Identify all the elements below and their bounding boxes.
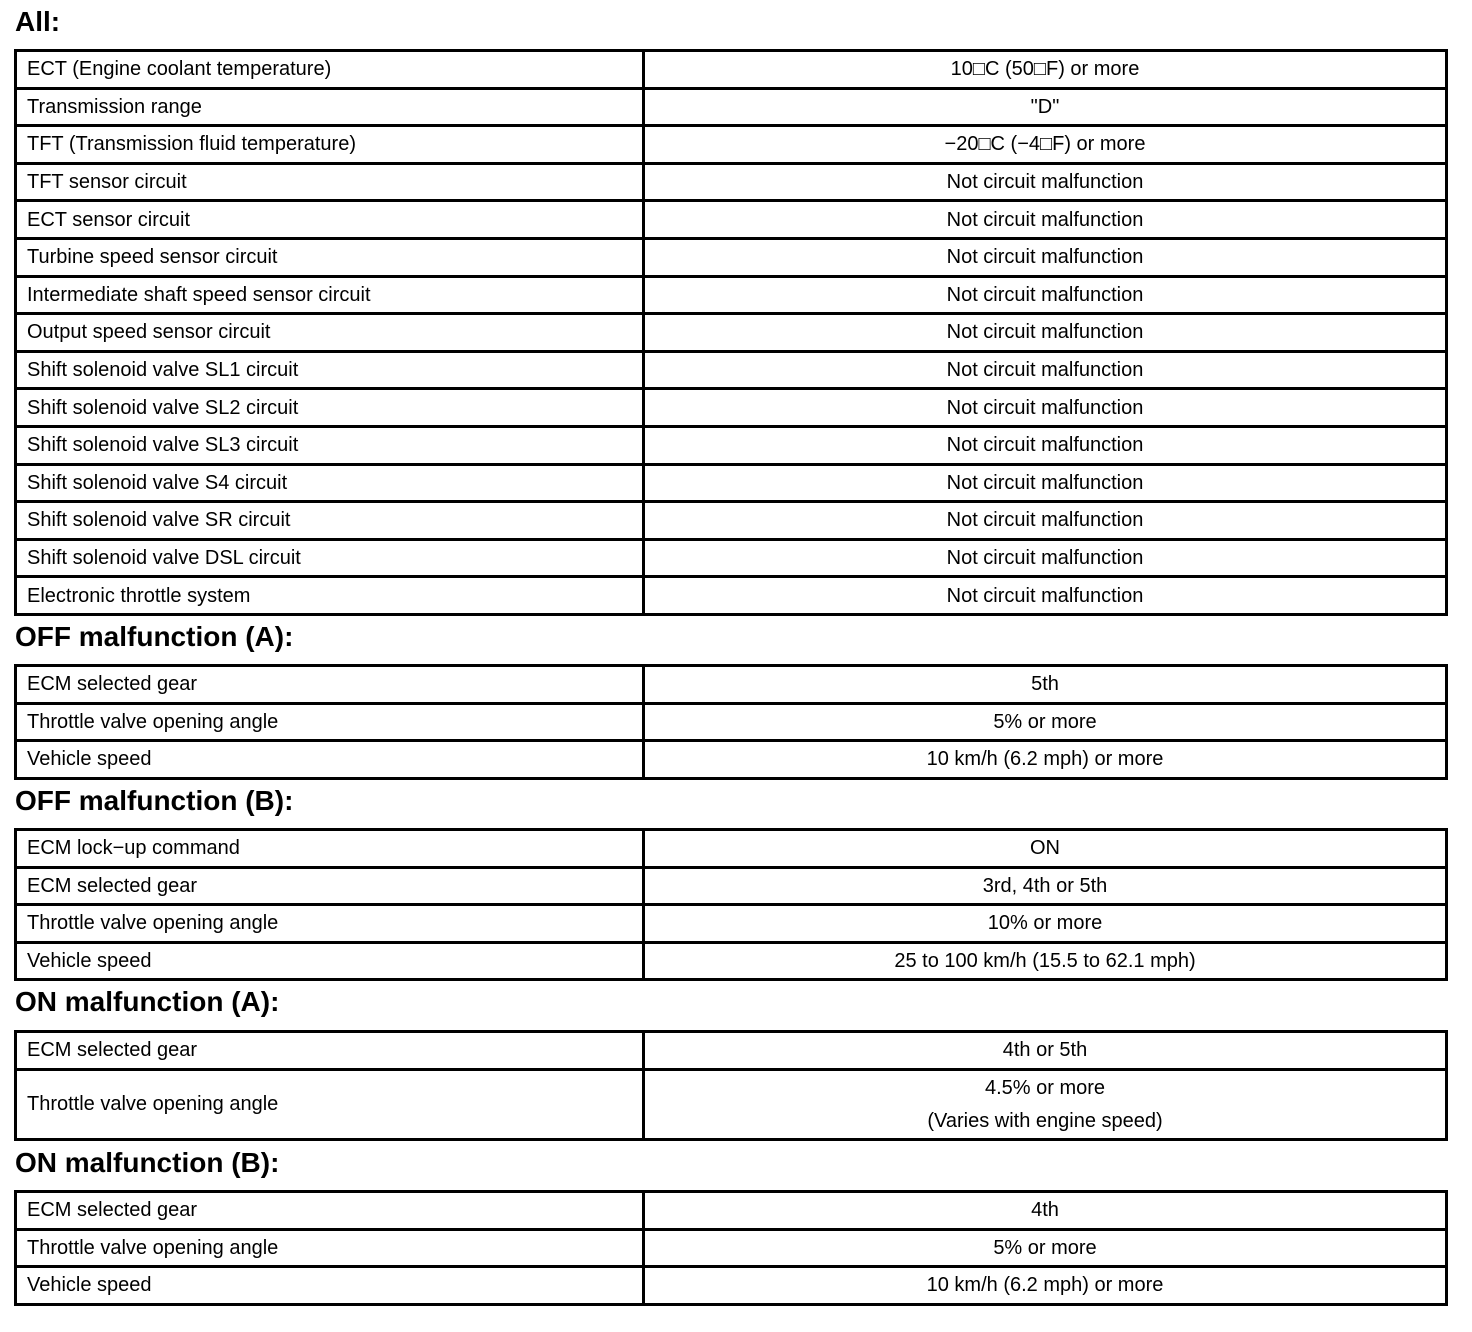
parameter-cell: Electronic throttle system bbox=[16, 577, 644, 615]
value-cell: 25 to 100 km/h (15.5 to 62.1 mph) bbox=[644, 942, 1447, 980]
parameter-cell: Shift solenoid valve SL2 circuit bbox=[16, 389, 644, 427]
parameter-cell: ECT sensor circuit bbox=[16, 201, 644, 239]
table-row bbox=[16, 88, 1447, 126]
parameter-cell: Vehicle speed bbox=[16, 1267, 644, 1305]
table-row bbox=[16, 577, 1447, 615]
value-cell: Not circuit malfunction bbox=[644, 502, 1447, 540]
value-cell: 4th bbox=[644, 1192, 1447, 1230]
parameter-cell: ECM selected gear bbox=[16, 1032, 644, 1070]
table-row bbox=[16, 126, 1447, 164]
parameter-cell: Shift solenoid valve SL1 circuit bbox=[16, 351, 644, 389]
section-heading-off-malfunction-b: OFF malfunction (B): bbox=[15, 785, 294, 816]
value-cell: Not circuit malfunction bbox=[644, 276, 1447, 314]
section-heading-on-malfunction-a: ON malfunction (A): bbox=[15, 986, 280, 1017]
value-cell: 10 km/h (6.2 mph) or more bbox=[644, 1267, 1447, 1305]
table-row bbox=[16, 539, 1447, 577]
conditions-table-off-malfunction-b bbox=[14, 828, 1448, 981]
parameter-cell: Throttle valve opening angle bbox=[16, 1229, 644, 1267]
table-row bbox=[16, 741, 1447, 779]
value-cell: 10% or more bbox=[644, 905, 1447, 943]
table-row bbox=[16, 51, 1447, 89]
value-cell: Not circuit malfunction bbox=[644, 464, 1447, 502]
parameter-cell: Intermediate shaft speed sensor circuit bbox=[16, 276, 644, 314]
value-note: (Varies with engine speed) bbox=[927, 1109, 1163, 1132]
parameter-cell: ECM selected gear bbox=[16, 666, 644, 704]
value-cell: Not circuit malfunction bbox=[644, 238, 1447, 276]
parameter-cell: Throttle valve opening angle bbox=[16, 1069, 644, 1139]
table-row bbox=[16, 276, 1447, 314]
value-cell: Not circuit malfunction bbox=[644, 539, 1447, 577]
value-cell bbox=[644, 1069, 1447, 1139]
parameter-cell: Shift solenoid valve S4 circuit bbox=[16, 464, 644, 502]
parameter-cell: Throttle valve opening angle bbox=[16, 905, 644, 943]
table-row bbox=[16, 314, 1447, 352]
parameter-cell: Shift solenoid valve SL3 circuit bbox=[16, 426, 644, 464]
parameter-cell: Vehicle speed bbox=[16, 942, 644, 980]
table-row bbox=[16, 426, 1447, 464]
section-heading-on-malfunction-b: ON malfunction (B): bbox=[15, 1147, 280, 1178]
conditions-table-off-malfunction-a bbox=[14, 664, 1448, 780]
value-cell: 3rd, 4th or 5th bbox=[644, 867, 1447, 905]
table-row bbox=[16, 163, 1447, 201]
table-row bbox=[16, 351, 1447, 389]
section-heading-off-malfunction-a: OFF malfunction (A): bbox=[15, 621, 294, 652]
parameter-cell: TFT (Transmission fluid temperature) bbox=[16, 126, 644, 164]
parameter-cell: Transmission range bbox=[16, 88, 644, 126]
value-cell: 10□C (50□F) or more bbox=[644, 51, 1447, 89]
conditions-table-on-malfunction-a bbox=[14, 1030, 1448, 1141]
value-cell: "D" bbox=[644, 88, 1447, 126]
value-cell: Not circuit malfunction bbox=[644, 314, 1447, 352]
table-row bbox=[16, 389, 1447, 427]
value-line: 4.5% or more bbox=[984, 1076, 1106, 1099]
parameter-cell: Throttle valve opening angle bbox=[16, 703, 644, 741]
value-cell: 5% or more bbox=[644, 1229, 1447, 1267]
table-row bbox=[16, 201, 1447, 239]
table-row bbox=[16, 666, 1447, 704]
value-cell: Not circuit malfunction bbox=[644, 201, 1447, 239]
section-heading-all: All: bbox=[15, 6, 61, 37]
conditions-table-all bbox=[14, 49, 1448, 616]
table-row bbox=[16, 1069, 1447, 1139]
table-row bbox=[16, 238, 1447, 276]
value-cell: 4th or 5th bbox=[644, 1032, 1447, 1070]
value-cell: Not circuit malfunction bbox=[644, 389, 1447, 427]
value-cell: 5% or more bbox=[644, 703, 1447, 741]
value-cell: Not circuit malfunction bbox=[644, 577, 1447, 615]
value-cell: 5th bbox=[644, 666, 1447, 704]
parameter-cell: Turbine speed sensor circuit bbox=[16, 238, 644, 276]
value-cell: ON bbox=[644, 830, 1447, 868]
table-row bbox=[16, 1192, 1447, 1230]
value-cell: Not circuit malfunction bbox=[644, 163, 1447, 201]
parameter-cell: Output speed sensor circuit bbox=[16, 314, 644, 352]
table-row bbox=[16, 1229, 1447, 1267]
parameter-cell: ECT (Engine coolant temperature) bbox=[16, 51, 644, 89]
parameter-cell: Shift solenoid valve SR circuit bbox=[16, 502, 644, 540]
table-row bbox=[16, 502, 1447, 540]
parameter-cell: ECM lock−up command bbox=[16, 830, 644, 868]
table-row bbox=[16, 464, 1447, 502]
table-row bbox=[16, 830, 1447, 868]
value-cell: Not circuit malfunction bbox=[644, 426, 1447, 464]
table-row bbox=[16, 905, 1447, 943]
table-row bbox=[16, 867, 1447, 905]
table-row bbox=[16, 703, 1447, 741]
value-cell: −20□C (−4□F) or more bbox=[644, 126, 1447, 164]
table-row bbox=[16, 1032, 1447, 1070]
conditions-table-on-malfunction-b bbox=[14, 1190, 1448, 1306]
table-row bbox=[16, 942, 1447, 980]
parameter-cell: Vehicle speed bbox=[16, 741, 644, 779]
table-row bbox=[16, 1267, 1447, 1305]
parameter-cell: TFT sensor circuit bbox=[16, 163, 644, 201]
parameter-cell: Shift solenoid valve DSL circuit bbox=[16, 539, 644, 577]
parameter-cell: ECM selected gear bbox=[16, 1192, 644, 1230]
parameter-cell: ECM selected gear bbox=[16, 867, 644, 905]
value-cell: Not circuit malfunction bbox=[644, 351, 1447, 389]
value-cell: 10 km/h (6.2 mph) or more bbox=[644, 741, 1447, 779]
